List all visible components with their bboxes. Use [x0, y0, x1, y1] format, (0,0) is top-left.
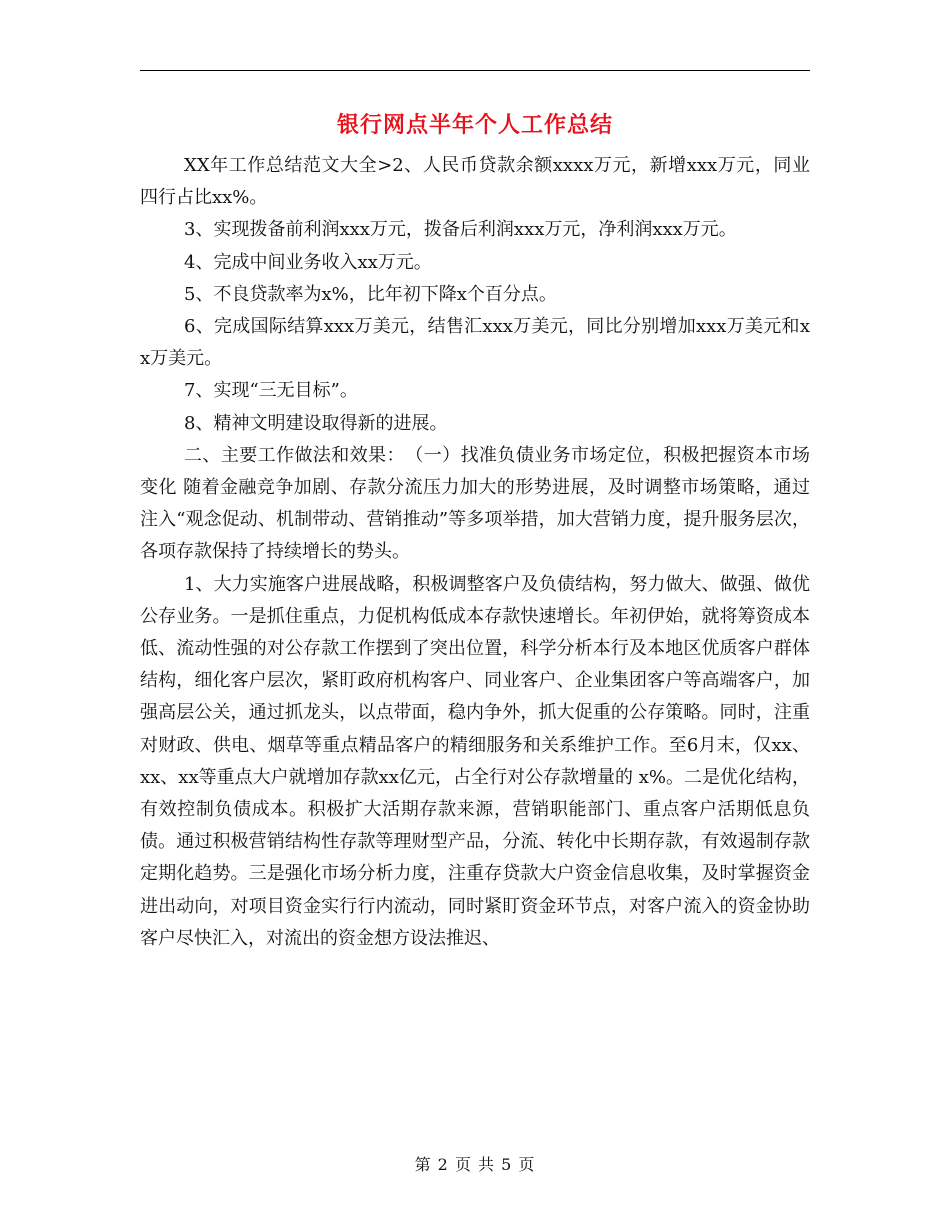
paragraph: XX年工作总结范文大全>2、人民币贷款余额xxxx万元，新增xxx万元，同业四行占比xx%。 — [140, 155, 810, 209]
document-body — [140, 150, 810, 955]
paragraph: 5、不良贷款率为x%，比年初下降x个百分点。 — [184, 283, 557, 305]
paragraph: 6、完成国际结算xxx万美元，结售汇xxx万美元，同比分别增加xxx万美元和xx万美元。 — [140, 316, 810, 370]
paragraph: 二、主要工作做法和效果： （一）找准负债业务市场定位，积极把握资本市场变化 随着金融竞争加剧、存款分流压力加大的形势进展，及时调整市场策略，通过注入“观念促动、机制带动、营销推动”等多项举措，加大营销力度，提升服务层次，各项存款保持了持续增长的势头。 — [140, 444, 810, 563]
header-rule — [140, 70, 810, 71]
document-title: 银行网点半年个人工作总结 — [336, 112, 613, 138]
paragraph: 4、完成中间业务收入xx万元。 — [184, 251, 432, 273]
paragraph: 7、实现“三无目标”。 — [184, 380, 358, 402]
paragraph: 1、大力实施客户进展战略，积极调整客户及负债结构，努力做大、做强、做优公存业务。一是抓住重点，力促机构低成本存款快速增长。年初伊始，就将筹资成本低、流动性强的对公存款工作摆到了突出位置，科学分析本行及本地区优质客户群体结构，细化客户层次，紧盯政府机构客户、同业客户、企业集团客户等高端客户，加强高层公关，通过抓龙头，以点带面，稳内争外，抓大促重的公存策略。同时，注重对财政、供电、烟草等重点精品客户的精细服务和关系维护工作。至6月末，仅xx、xx、xx等重点大户就增加存款xx亿元，占全行对公存款增量的 x%。二是优化结构，有效控制负债成本。积极扩大活期存款来源，营销职能部门、重点客户活期低息负债。通过积极营销结构性存款等理财型产品，分流、转化中长期存款，有效遏制存款定期化趋势。三是强化市场分析力度，注重存贷款大户资金信息收集，及时掌握资金进出动向，对项目资金实行行内流动，同时紧盯资金环节点，对客户流入的资金协助客户尽快汇入，对流出的资金想方设法推迟、 — [140, 573, 810, 949]
page-number: 第 2 页 共 5 页 — [414, 1155, 536, 1174]
paragraph: 3、实现拨备前利润xxx万元，拨备后利润xxx万元，净利润xxx万元。 — [184, 219, 737, 241]
paragraph: 8、精神文明建设取得新的进展。 — [184, 412, 448, 434]
